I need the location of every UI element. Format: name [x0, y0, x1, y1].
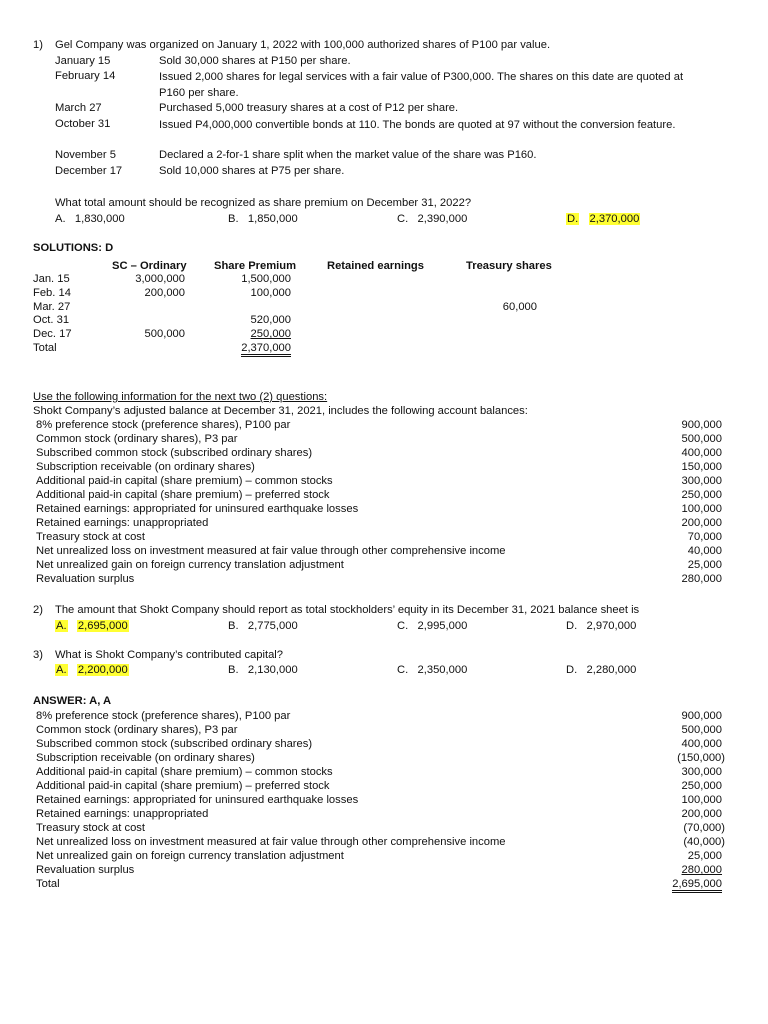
choice-letter: A.	[56, 664, 67, 676]
sol-row-label: Mar. 27	[33, 301, 71, 313]
info-item-label: Subscribed common stock (subscribed ordinary shares)	[36, 447, 313, 459]
info-item-label: 8% preference stock (preference shares), P100 par	[36, 419, 291, 431]
sol-row-sc: 500,000	[144, 328, 185, 340]
choice-letter: D.	[567, 213, 579, 225]
answer-item-value: 400,000	[681, 738, 722, 750]
sol-total-sp	[205, 341, 291, 355]
q1-event-text: Declared a 2-for-1 share split when the market value of the share was P160.	[159, 149, 537, 161]
q3-question: What is Shokt Company’s contributed capital?	[55, 649, 284, 661]
sol-row-sp: 520,000	[250, 314, 291, 326]
info-item-value: 70,000	[687, 531, 722, 543]
answer-item-label: Subscribed common stock (subscribed ordinary shares)	[36, 738, 313, 750]
sol-row-sp	[205, 327, 291, 341]
info-item-label: Subscription receivable (on ordinary shares)	[36, 461, 255, 473]
sol-row-label: Jan. 15	[33, 273, 70, 285]
choice-value: 1,850,000	[247, 213, 298, 225]
info-item-value: 500,000	[681, 433, 722, 445]
q1-question: What total amount should be recognized as share premium on December 31, 2022?	[55, 197, 472, 209]
info-item-value: 200,000	[681, 517, 722, 529]
choice-letter: B.	[228, 664, 239, 676]
q1-choice-a[interactable]	[55, 212, 125, 226]
info-item-value: 100,000	[681, 503, 722, 515]
q2-choice-a[interactable]	[55, 619, 129, 633]
answer-item-value: 500,000	[681, 724, 722, 736]
answer-item-label: Additional paid-in capital (share premium) – common stocks	[36, 766, 333, 778]
sol-row-sp: 1,500,000	[241, 273, 291, 285]
sol-total-sp-value: 2,370,000	[241, 342, 291, 357]
answer-total-value	[640, 877, 722, 891]
sol-row-label: Oct. 31	[33, 314, 70, 326]
info-item-label: Treasury stock at cost	[36, 531, 146, 543]
q3-choice-b[interactable]	[228, 663, 298, 677]
answer-item-label: Retained earnings: appropriated for uninsured earthquake losses	[36, 794, 359, 806]
choice-value: 2,695,000	[77, 620, 128, 632]
info-item-value: 25,000	[687, 559, 722, 571]
answer-item-value-text: 280,000	[681, 864, 722, 876]
info-item-value: 280,000	[681, 573, 722, 585]
answer-item-value: 200,000	[681, 808, 722, 820]
q2-choice-b[interactable]	[228, 619, 298, 633]
answer-item-value: 250,000	[681, 780, 722, 792]
q1-choice-d[interactable]	[566, 212, 640, 226]
info-item-label: Common stock (ordinary shares), P3 par	[36, 433, 238, 445]
col-header-sc: SC – Ordinary	[112, 260, 187, 272]
q1-choice-b[interactable]	[228, 212, 298, 226]
sol-row-sc: 200,000	[144, 287, 185, 299]
q1-event-date: November 5	[55, 149, 116, 161]
info-item-label: Net unrealized loss on investment measured at fair value through other comprehensive income	[36, 545, 506, 557]
q1-event-text: Sold 10,000 shares at P75 per share.	[159, 165, 345, 177]
info-item-label: Retained earnings: unappropriated	[36, 517, 209, 529]
solution-heading: SOLUTIONS: D	[33, 242, 114, 254]
info-item-value: 400,000	[681, 447, 722, 459]
sol-row-label: Feb. 14	[33, 287, 71, 299]
info-item-label: Additional paid-in capital (share premium) – common stocks	[36, 475, 333, 487]
answer-item-label: Subscription receivable (on ordinary shares)	[36, 752, 255, 764]
q1-event-text: Issued 2,000 shares for legal services with a fair value of P300,000. The shares on this date are quoted at P160 per share.	[159, 71, 684, 99]
choice-value: 1,830,000	[74, 213, 125, 225]
q3-choice-d[interactable]	[566, 663, 636, 677]
answer-item-value: 100,000	[681, 794, 722, 806]
choice-letter: C.	[397, 213, 409, 225]
answer-item-value: 300,000	[681, 766, 722, 778]
q2-question: The amount that Shokt Company should report as total stockholders’ equity in its December 31, 2021 balance sheet is	[55, 604, 640, 616]
info-item-label: Additional paid-in capital (share premium) – preferred stock	[36, 489, 330, 501]
choice-letter: D.	[566, 664, 578, 676]
info-lead: Shokt Company’s adjusted balance at December 31, 2021, includes the following account balances:	[33, 405, 528, 417]
info-intro: Use the following information for the next two (2) questions:	[33, 391, 328, 403]
info-item-value: 250,000	[681, 489, 722, 501]
answer-item-value	[640, 863, 722, 877]
choice-value: 2,370,000	[589, 213, 640, 225]
answer-heading: ANSWER: A, A	[33, 695, 112, 707]
choice-value: 2,995,000	[417, 620, 468, 632]
info-item-value: 900,000	[681, 419, 722, 431]
q2-choice-d[interactable]	[566, 619, 636, 633]
choice-letter: A.	[55, 213, 66, 225]
choice-value: 2,775,000	[247, 620, 298, 632]
q1-intro: Gel Company was organized on January 1, 2022 with 100,000 authorized shares of P100 par value.	[55, 39, 551, 51]
info-item-value: 40,000	[687, 545, 722, 557]
q3-choice-c[interactable]	[397, 663, 467, 677]
q1-choice-c[interactable]	[397, 212, 467, 226]
answer-item-label: Treasury stock at cost	[36, 822, 146, 834]
answer-item-label: Revaluation surplus	[36, 864, 135, 876]
info-item-label: Net unrealized gain on foreign currency translation adjustment	[36, 559, 344, 571]
answer-total-label: Total	[36, 878, 60, 890]
choice-letter: B.	[228, 620, 239, 632]
q1-number: 1)	[33, 39, 43, 51]
info-item-value: 300,000	[681, 475, 722, 487]
col-header-sp: Share Premium	[214, 260, 297, 272]
choice-letter: D.	[566, 620, 578, 632]
answer-item-label: Net unrealized loss on investment measured at fair value through other comprehensive income	[36, 836, 506, 848]
info-item-value: 150,000	[681, 461, 722, 473]
info-item-label: Retained earnings: appropriated for uninsured earthquake losses	[36, 503, 359, 515]
choice-value: 2,200,000	[77, 664, 128, 676]
q1-event-date: February 14	[55, 70, 116, 82]
choice-letter: C.	[397, 620, 409, 632]
sol-total-label: Total	[33, 342, 57, 354]
answer-item-label: Retained earnings: unappropriated	[36, 808, 209, 820]
choice-letter: B.	[228, 213, 239, 225]
choice-value: 2,390,000	[417, 213, 468, 225]
col-header-ts: Treasury shares	[466, 260, 552, 272]
q3-number: 3)	[33, 649, 43, 661]
sol-row-sc: 3,000,000	[135, 273, 185, 285]
answer-item-label: Net unrealized gain on foreign currency translation adjustment	[36, 850, 344, 862]
info-item-label: Revaluation surplus	[36, 573, 135, 585]
q1-event-text: Purchased 5,000 treasury shares at a cost of P12 per share.	[159, 102, 459, 114]
q1-event-date: March 27	[55, 102, 102, 114]
answer-item-value: (40,000)	[683, 836, 725, 848]
answer-item-label: 8% preference stock (preference shares), P100 par	[36, 710, 291, 722]
choice-value: 2,280,000	[586, 664, 637, 676]
answer-item-value: 25,000	[687, 850, 722, 862]
answer-total-value-text: 2,695,000	[672, 878, 722, 893]
answer-item-value: (70,000)	[683, 822, 725, 834]
q2-number: 2)	[33, 604, 43, 616]
col-header-re: Retained earnings	[327, 260, 424, 272]
q1-event-date: December 17	[55, 165, 123, 177]
choice-value: 2,970,000	[586, 620, 637, 632]
sol-row-sp: 100,000	[250, 287, 291, 299]
q1-event-date: January 15	[55, 55, 111, 67]
q2-choice-c[interactable]	[397, 619, 467, 633]
answer-item-value: 900,000	[681, 710, 722, 722]
answer-item-label: Additional paid-in capital (share premium) – preferred stock	[36, 780, 330, 792]
sol-row-label: Dec. 17	[33, 328, 72, 340]
choice-letter: A.	[56, 620, 67, 632]
sol-row-sp-value: 250,000	[250, 328, 291, 340]
q1-event-date: October 31	[55, 118, 111, 130]
sol-row-ts: 60,000	[502, 301, 537, 313]
q1-event-text: Issued P4,000,000 convertible bonds at 110. The bonds are quoted at 97 without the conversion feature.	[159, 119, 676, 131]
answer-item-value: (150,000)	[677, 752, 725, 764]
answer-item-label: Common stock (ordinary shares), P3 par	[36, 724, 238, 736]
choice-value: 2,350,000	[417, 664, 468, 676]
q3-choice-a[interactable]	[55, 663, 129, 677]
choice-value: 2,130,000	[247, 664, 298, 676]
q1-event-text: Sold 30,000 shares at P150 per share.	[159, 55, 351, 67]
choice-letter: C.	[397, 664, 409, 676]
